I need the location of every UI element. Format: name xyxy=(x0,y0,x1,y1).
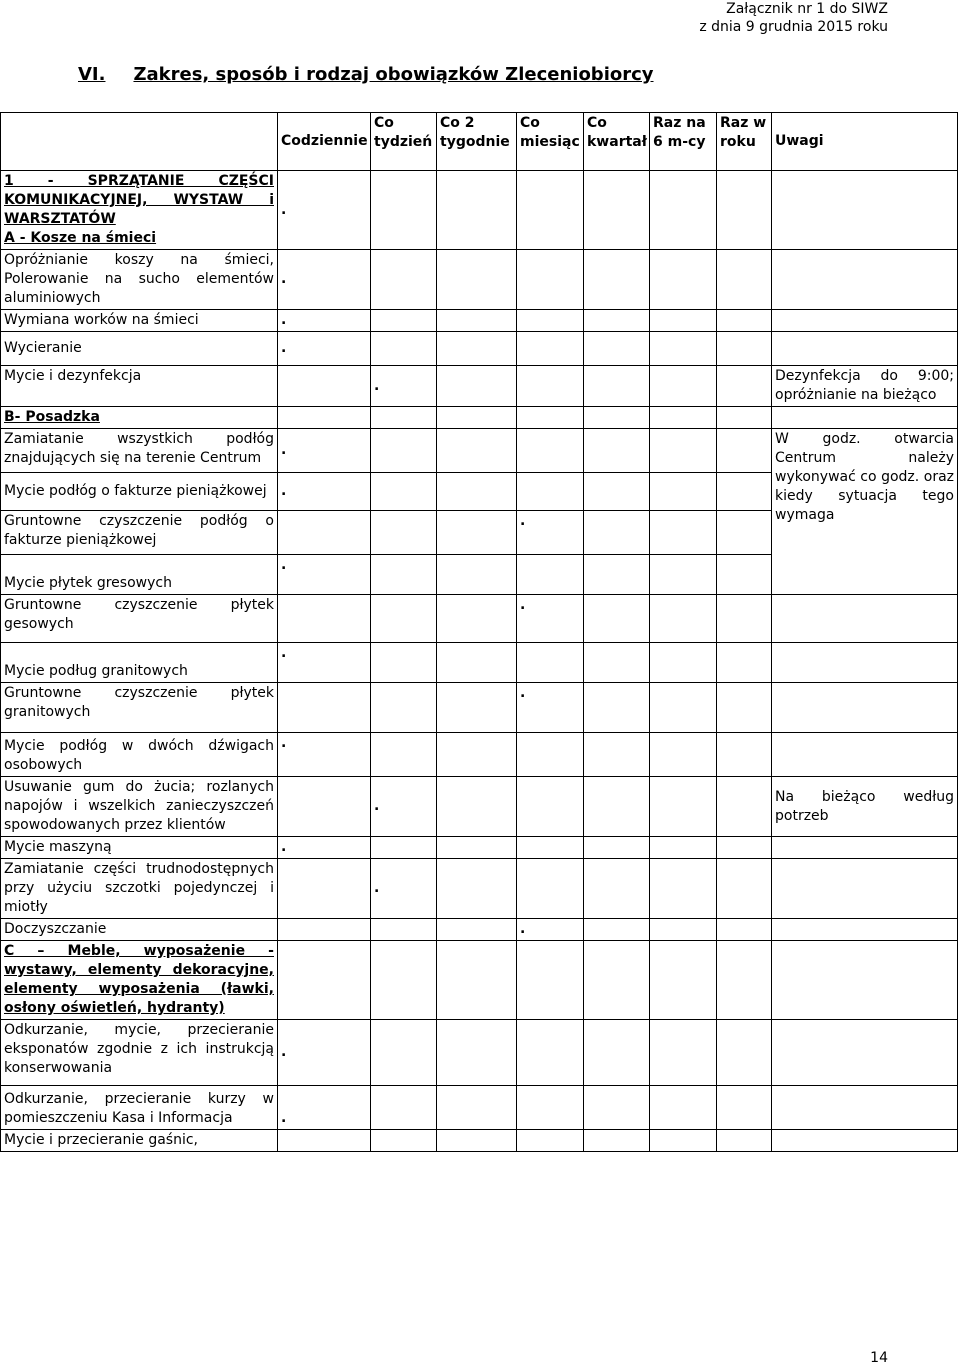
mark: . xyxy=(278,837,371,859)
mark: . xyxy=(278,473,371,511)
mark: . xyxy=(278,310,371,332)
mark: . xyxy=(278,250,371,310)
mark: . xyxy=(517,595,584,643)
section-1a-title: A - Kosze na śmieci xyxy=(4,230,157,246)
table-row xyxy=(1,643,958,683)
col-codziennie: Codziennie xyxy=(278,113,371,171)
section-number: VI. xyxy=(78,64,106,85)
col-co-kwartal: Co kwartał xyxy=(584,113,650,171)
section-1c-title: C – Meble, wyposażenie - wystawy, elementy dekoracyjne, elementy wyposażenia (ławki, osłony oświetleń, hydranty) xyxy=(4,943,274,1016)
document-header xyxy=(699,0,888,36)
table-row xyxy=(1,429,958,473)
col-raz-rok: Raz w roku xyxy=(717,113,772,171)
mark: . xyxy=(278,332,371,366)
task-label: Zamiatanie części trudnodostępnych przy użyciu szczotki pojedynczej i miotły xyxy=(1,859,278,919)
col-co-miesiac: Co miesiąc xyxy=(517,113,584,171)
task-label: Gruntowne czyszczenie płytek granitowych xyxy=(1,683,278,733)
task-label: Wycieranie xyxy=(1,332,278,366)
task-label: Mycie podłóg w dwóch dźwigach osobowych xyxy=(1,733,278,777)
table-row xyxy=(1,777,958,837)
section-title xyxy=(78,64,682,85)
section-1b-title: B- Posadzka xyxy=(4,409,100,425)
table-row xyxy=(1,310,958,332)
attachment-date: z dnia 9 grudnia 2015 roku xyxy=(699,19,888,35)
col-raz-6m: Raz na 6 m-cy xyxy=(650,113,717,171)
table-row xyxy=(1,1020,958,1086)
task-label: Gruntowne czyszczenie podłóg o fakturze pieniążkowej xyxy=(1,511,278,555)
table-row xyxy=(1,859,958,919)
mark: . xyxy=(278,555,371,595)
col-co-2-tygodnie: Co 2 tygodnie xyxy=(437,113,517,171)
mark: . xyxy=(278,643,371,683)
table-row xyxy=(1,407,958,429)
mark: . xyxy=(517,919,584,941)
task-label: Odkurzanie, przecieranie kurzy w pomieszczeniu Kasa i Informacja xyxy=(1,1086,278,1130)
task-label: Wymiana worków na śmieci xyxy=(1,310,278,332)
table-row xyxy=(1,919,958,941)
table-row xyxy=(1,171,958,250)
header-empty xyxy=(1,113,278,171)
table-row xyxy=(1,1086,958,1130)
section-1-title: 1 - SPRZĄTANIE CZĘŚCI KOMUNIKACYJNEJ, WYSTAW i WARSZTATÓW xyxy=(4,173,274,227)
page-number: 14 xyxy=(870,1350,888,1366)
mark: . xyxy=(278,733,371,777)
task-label: Mycie płytek gresowych xyxy=(1,555,278,595)
task-label: Mycie i dezynfekcja xyxy=(1,366,278,407)
col-co-tydzien: Co tydzień xyxy=(371,113,437,171)
task-label: Opróżnianie koszy na śmieci, Polerowanie na sucho elementów aluminiowych xyxy=(1,250,278,310)
header-row xyxy=(1,113,958,171)
task-note: Na bieżąco według potrzeb xyxy=(772,777,958,837)
task-label: Gruntowne czyszczenie płytek gesowych xyxy=(1,595,278,643)
mark: . xyxy=(371,777,437,837)
table-row xyxy=(1,332,958,366)
task-label: Zamiatanie wszystkich podłóg znajdujących się na terenie Centrum xyxy=(1,429,278,473)
attachment-label: Załącznik nr 1 do SIWZ xyxy=(726,1,888,17)
mark: . xyxy=(278,1020,371,1086)
table-row xyxy=(1,1130,958,1152)
table-row xyxy=(1,250,958,310)
table-row xyxy=(1,595,958,643)
task-label: Mycie maszyną xyxy=(1,837,278,859)
duties-table xyxy=(0,112,958,1152)
table-row xyxy=(1,733,958,777)
mark: . xyxy=(371,859,437,919)
task-label: Doczyszczanie xyxy=(1,919,278,941)
task-label: Mycie podług granitowych xyxy=(1,643,278,683)
table-row xyxy=(1,683,958,733)
mark: . xyxy=(371,366,437,407)
table-row xyxy=(1,837,958,859)
mark: . xyxy=(278,1086,371,1130)
task-note: W godz. otwarcia Centrum należy wykonywać co godz. oraz kiedy sytuacja tego wymaga xyxy=(772,429,958,595)
task-note: Dezynfekcja do 9:00; opróżnianie na bieżąco xyxy=(772,366,958,407)
section-title-text: Zakres, sposób i rodzaj obowiązków Zleceniobiorcy xyxy=(133,64,654,85)
task-label: Mycie podłóg o fakturze pieniążkowej xyxy=(1,473,278,511)
col-uwagi: Uwagi xyxy=(772,113,958,171)
task-label: Usuwanie gum do żucia; rozlanych napojów i wszelkich zanieczyszczeń spowodowanych przez klientów xyxy=(1,777,278,837)
mark: . xyxy=(517,683,584,733)
mark: . xyxy=(517,511,584,555)
mark: . xyxy=(278,171,371,250)
table-row xyxy=(1,941,958,1020)
task-label: Mycie i przecieranie gaśnic, xyxy=(1,1130,278,1152)
task-label: Odkurzanie, mycie, przecieranie eksponatów zgodnie z ich instrukcją konserwowania xyxy=(1,1020,278,1086)
mark: . xyxy=(278,429,371,473)
table-row xyxy=(1,366,958,407)
